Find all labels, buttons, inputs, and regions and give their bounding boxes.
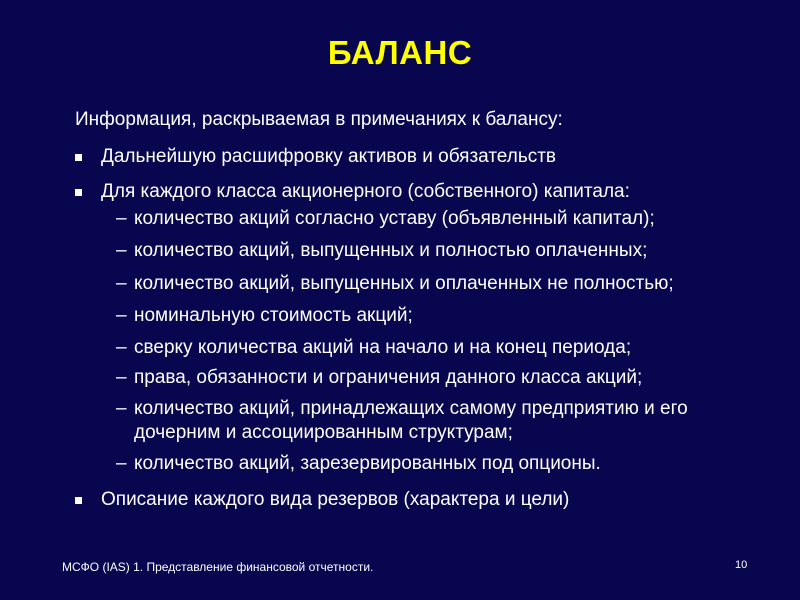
sub-item (116, 452, 786, 476)
bullet-text: Для каждого класса акционерного (собственного) капитала: (101, 181, 630, 202)
sub-item-text: количество акций, зарезервированных под опционы. (134, 453, 601, 474)
dash-icon: – (116, 208, 127, 229)
sub-item (116, 304, 786, 328)
sub-item-text: количество акций, принадлежащих самому предприятию и его дочерним и ассоциированным структурам; (134, 398, 688, 443)
dash-icon: – (116, 367, 127, 388)
dash-icon: – (116, 240, 127, 261)
dash-icon: – (116, 273, 127, 294)
dash-icon: – (116, 337, 127, 358)
bullet-text: Описание каждого вида резервов (характера и цели) (101, 489, 570, 510)
square-bullet-icon (75, 189, 82, 196)
square-bullet-icon (75, 154, 82, 161)
sub-item-text: сверку количества акций на начало и на конец периода; (134, 337, 632, 358)
sub-item-text: количество акций, выпущенных и полностью оплаченных; (134, 240, 648, 261)
sub-item (116, 207, 786, 231)
dash-icon: – (116, 398, 127, 419)
bullet-item (75, 146, 556, 168)
slide-title: БАЛАНС (327, 34, 473, 71)
sub-item (116, 336, 786, 360)
dash-icon: – (116, 453, 127, 474)
sub-item-text: количество акций согласно уставу (объявленный капитал); (134, 208, 655, 229)
sub-item (116, 272, 786, 296)
slide-footer: МСФО (IAS) 1. Представление финансовой отчетности. (62, 560, 374, 574)
sub-item (116, 366, 786, 390)
sub-item-text: количество акций, выпущенных и оплаченных не полностью; (134, 273, 674, 294)
bullet-item (75, 181, 630, 203)
page-number: 10 (735, 559, 748, 571)
bullet-text: Дальнейшую расшифровку активов и обязательств (101, 146, 557, 167)
square-bullet-icon (75, 497, 82, 504)
sub-item (116, 397, 756, 445)
intro-text: Информация, раскрываемая в примечаниях к балансу: (75, 109, 563, 130)
sub-item-text: номинальную стоимость акций; (134, 305, 413, 326)
dash-icon: – (116, 305, 127, 326)
sub-item (116, 239, 786, 263)
sub-item-text: права, обязанности и ограничения данного класса акций; (134, 367, 643, 388)
bullet-item (75, 489, 569, 511)
